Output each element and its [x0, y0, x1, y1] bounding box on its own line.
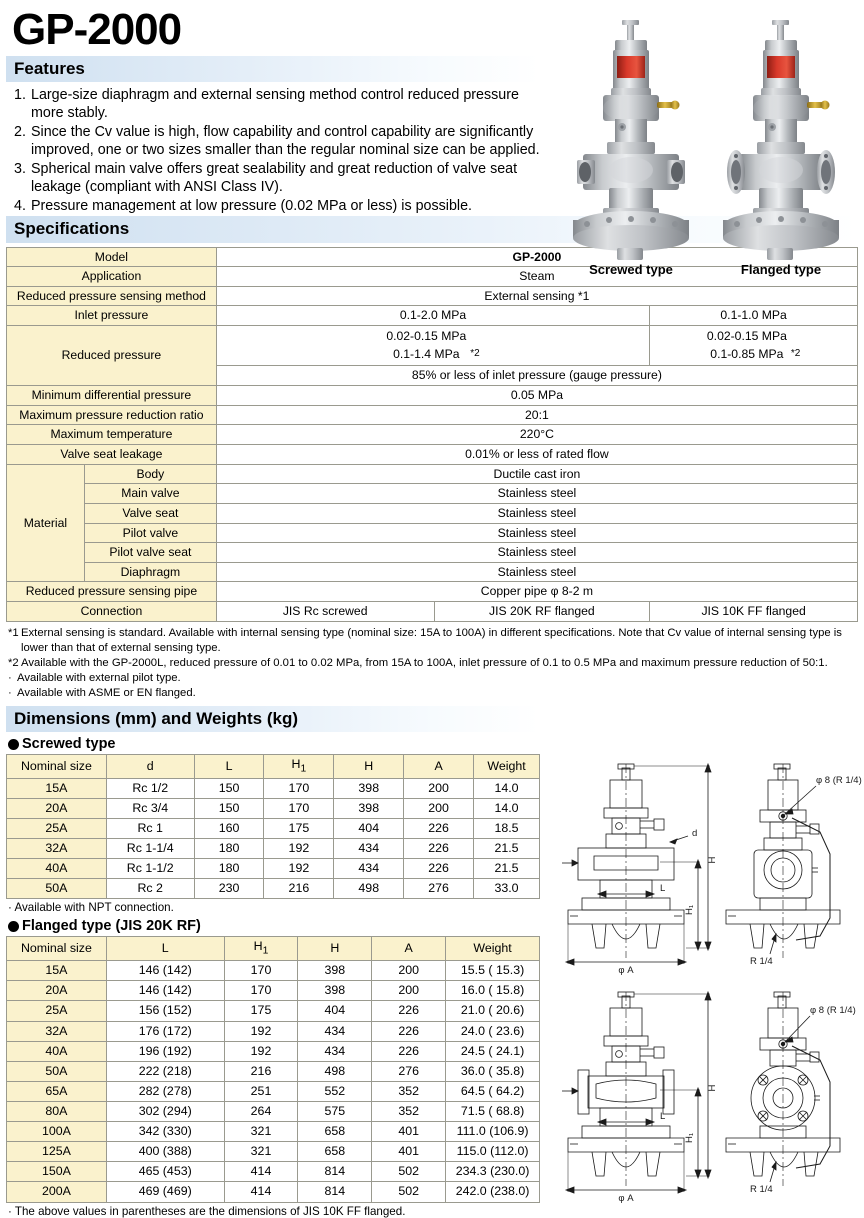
footnote-mark: *1 — [8, 626, 19, 639]
table-cell: 242.0 (238.0) — [446, 1182, 540, 1202]
material-value-body: Ductile cast iron — [216, 464, 857, 484]
table-cell: 216 — [224, 1061, 298, 1081]
table-cell: 200 — [404, 798, 474, 818]
spec-label-material: Material — [7, 464, 85, 582]
table-row — [7, 405, 858, 425]
feature-text: Large-size diaphragm and external sensing method control reduced pressure more stably. — [31, 87, 519, 122]
drawing-label-L: L — [660, 883, 666, 894]
spec-value-max-temperature: 220°C — [216, 425, 857, 445]
table-cell: 575 — [298, 1101, 372, 1121]
table-cell: 434 — [334, 859, 404, 879]
nominal-size-cell: 20A — [7, 798, 107, 818]
list-item — [14, 197, 546, 215]
table-row — [7, 859, 540, 879]
table-cell: Rc 1-1/4 — [106, 839, 194, 859]
dimensions-tables — [6, 736, 540, 1217]
table-cell: Rc 1/2 — [106, 778, 194, 798]
col-a: A — [404, 755, 474, 779]
footnote — [8, 671, 864, 686]
spec-label-inlet-pressure: Inlet pressure — [7, 306, 217, 326]
table-row — [7, 523, 858, 543]
features-list — [6, 86, 546, 215]
table-cell: Rc 1 — [106, 819, 194, 839]
flanged-dimensions-table — [6, 936, 540, 1202]
screwed-photo-caption: Screwed type — [589, 262, 673, 277]
footnote — [8, 686, 864, 701]
spec-label-connection: Connection — [7, 602, 217, 622]
feature-number: 2. — [14, 124, 26, 141]
col-h1: $H_1$ — [264, 755, 334, 779]
table-cell: 71.5 ( 68.8) — [446, 1101, 540, 1121]
table-cell: 234.3 (230.0) — [446, 1162, 540, 1182]
table-cell: 230 — [194, 879, 264, 899]
table-cell: 498 — [334, 879, 404, 899]
screwed-valve-photo — [565, 20, 697, 260]
dimensions-section-header: Dimensions (mm) and Weights (kg) — [6, 706, 540, 732]
spec-label-min-differential: Minimum differential pressure — [7, 386, 217, 406]
spec-label-max-ratio: Maximum pressure reduction ratio — [7, 405, 217, 425]
table-row — [7, 286, 858, 306]
material-sublabel-diaphragm: Diaphragm — [84, 562, 216, 582]
material-value-valve-seat: Stainless steel — [216, 503, 857, 523]
material-value-diaphragm: Stainless steel — [216, 562, 857, 582]
table-header-row — [7, 755, 540, 779]
reduced-right-line2: 0.1-0.85 MPa — [710, 346, 784, 361]
spec-label-sensing-method: Reduced pressure sensing method — [7, 286, 217, 306]
table-row — [7, 1162, 540, 1182]
spec-label-seat-leakage: Valve seat leakage — [7, 445, 217, 465]
drawing-label-phiA: φ A — [618, 965, 634, 976]
col-l: L — [106, 937, 224, 961]
table-cell: 176 (172) — [106, 1021, 224, 1041]
table-cell: 21.0 ( 20.6) — [446, 1001, 540, 1021]
col-weight: Weight — [474, 755, 540, 779]
table-cell: 434 — [298, 1041, 372, 1061]
table-cell: 226 — [372, 1021, 446, 1041]
drawing-label-phi8: φ 8 (R 1/4) — [816, 775, 862, 786]
nominal-size-cell: 15A — [7, 778, 107, 798]
table-cell: 321 — [224, 1122, 298, 1142]
spec-value-seat-leakage: 0.01% or less of rated flow — [216, 445, 857, 465]
flanged-table-note: · The above values in parentheses are the dimensions of JIS 10K FF flanged. — [8, 1204, 406, 1218]
spec-value-sensing-pipe: Copper pipe φ 8-2 m — [216, 582, 857, 602]
material-sublabel-pilot-valve-seat: Pilot valve seat — [84, 543, 216, 563]
table-row — [7, 1021, 540, 1041]
screwed-dimensions-table — [6, 754, 540, 899]
reduced-left-line1: 0.02-0.15 MPa — [386, 329, 467, 344]
spec-value-reduced-right — [650, 326, 858, 366]
table-cell: 658 — [298, 1142, 372, 1162]
table-row — [7, 602, 858, 622]
drawing-label-H1: H₁ — [684, 1132, 695, 1144]
spec-value-application: Steam — [216, 267, 857, 287]
table-cell: 465 (453) — [106, 1162, 224, 1182]
table-cell: 170 — [264, 798, 334, 818]
table-row — [7, 1101, 540, 1121]
table-cell: 175 — [264, 819, 334, 839]
table-cell: 200 — [404, 778, 474, 798]
table-cell: 226 — [404, 859, 474, 879]
spec-value-sensing-method: External sensing *1 — [216, 286, 857, 306]
table-cell: 552 — [298, 1081, 372, 1101]
table-row — [7, 839, 540, 859]
table-cell: 398 — [298, 981, 372, 1001]
table-cell: 264 — [224, 1101, 298, 1121]
footnote-mark: · — [8, 671, 12, 684]
page-title: GP-2000 — [12, 5, 182, 54]
table-cell: 398 — [334, 798, 404, 818]
table-cell: 160 — [194, 819, 264, 839]
feature-text: Since the Cv value is high, flow capability and control capability are significantly improved, one or two sizes smaller than the regular nominal size can be applied. — [31, 124, 540, 159]
table-row — [7, 386, 858, 406]
flanged-type-label: Flanged type (JIS 20K RF) — [22, 918, 201, 935]
table-cell: 192 — [264, 859, 334, 879]
table-cell: 16.0 ( 15.8) — [446, 981, 540, 1001]
table-row — [7, 1061, 540, 1081]
table-cell: 15.5 ( 15.3) — [446, 961, 540, 981]
specifications-section-header: Specifications — [6, 216, 858, 242]
table-cell: Rc 2 — [106, 879, 194, 899]
features-section-header: Features — [6, 56, 540, 82]
footnote-text: External sensing is standard. Available with internal sensing type (nominal size: 15A to 100A) in different specifications. Note that Cv value of internal sensing type is lower than that of external sensing type. — [21, 626, 842, 654]
table-cell: 251 — [224, 1081, 298, 1101]
table-cell: 276 — [404, 879, 474, 899]
table-row — [7, 819, 540, 839]
table-cell: 33.0 — [474, 879, 540, 899]
table-cell: 175 — [224, 1001, 298, 1021]
spec-label-model: Model — [7, 247, 217, 267]
table-row — [7, 464, 858, 484]
table-row — [7, 1182, 540, 1202]
table-row — [7, 543, 858, 563]
table-cell: 404 — [334, 819, 404, 839]
feature-number: 1. — [14, 87, 26, 104]
drawing-label-phi8: φ 8 (R 1/4) — [810, 1005, 856, 1016]
table-cell: 414 — [224, 1182, 298, 1202]
col-weight: Weight — [446, 937, 540, 961]
col-h: H — [298, 937, 372, 961]
spec-label-reduced-pressure: Reduced pressure — [7, 326, 217, 386]
table-cell: 180 — [194, 839, 264, 859]
table-row — [7, 326, 858, 366]
table-row — [7, 484, 858, 504]
nominal-size-cell: 40A — [7, 859, 107, 879]
table-cell: 170 — [264, 778, 334, 798]
drawing-label-H1: H₁ — [684, 904, 695, 916]
table-row — [7, 1142, 540, 1162]
connection-value-screwed: JIS Rc screwed — [216, 602, 434, 622]
specification-footnotes — [6, 622, 864, 701]
table-cell: 276 — [372, 1061, 446, 1081]
connection-value-10k: JIS 10K FF flanged — [650, 602, 858, 622]
table-cell: 196 (192) — [106, 1041, 224, 1061]
table-cell: 398 — [298, 961, 372, 981]
table-cell: 502 — [372, 1182, 446, 1202]
table-cell: 226 — [404, 819, 474, 839]
table-cell: 498 — [298, 1061, 372, 1081]
table-row — [7, 879, 540, 899]
reduced-right-footnote-mark: *2 — [790, 348, 801, 360]
nominal-size-cell: 80A — [7, 1101, 107, 1121]
table-cell: 24.0 ( 23.6) — [446, 1021, 540, 1041]
table-cell: 24.5 ( 24.1) — [446, 1041, 540, 1061]
spec-value-reduced-span: 85% or less of inlet pressure (gauge pressure) — [216, 366, 857, 386]
list-item — [14, 160, 546, 196]
table-cell: 170 — [224, 981, 298, 1001]
spec-label-application: Application — [7, 267, 217, 287]
drawing-label-R14: R 1/4 — [750, 956, 773, 967]
drawing-label-H: H — [707, 1084, 718, 1092]
specifications-table — [6, 247, 858, 622]
nominal-size-cell: 50A — [7, 1061, 107, 1081]
reduced-right-line1: 0.02-0.15 MPa — [706, 329, 787, 344]
table-cell: 434 — [298, 1021, 372, 1041]
table-row — [7, 1081, 540, 1101]
table-cell: 200 — [372, 981, 446, 1001]
footnote — [8, 656, 864, 671]
table-cell: 502 — [372, 1162, 446, 1182]
drawing-label-H: H — [707, 856, 718, 864]
flanged-photo-caption: Flanged type — [740, 262, 822, 277]
col-h: H — [334, 755, 404, 779]
drawing-label-L: L — [660, 1111, 666, 1122]
reduced-left-line2: 0.1-1.4 MPa — [393, 346, 460, 361]
list-item — [14, 123, 546, 159]
flanged-table-body — [7, 961, 540, 1202]
table-row — [7, 798, 540, 818]
table-cell: 192 — [264, 839, 334, 859]
table-cell: 302 (294) — [106, 1101, 224, 1121]
spec-label-sensing-pipe: Reduced pressure sensing pipe — [7, 582, 217, 602]
table-cell: 14.0 — [474, 778, 540, 798]
drawing-label-phiA: φ A — [618, 1193, 634, 1204]
nominal-size-cell: 65A — [7, 1081, 107, 1101]
col-nominal-size: Nominal size — [7, 937, 107, 961]
col-h1: $H_1$ — [224, 937, 298, 961]
product-photos — [556, 18, 856, 286]
flanged-type-drawing — [548, 986, 862, 1208]
nominal-size-cell: 25A — [7, 1001, 107, 1021]
screwed-table-body — [7, 778, 540, 899]
nominal-size-cell: 200A — [7, 1182, 107, 1202]
table-cell: 226 — [404, 839, 474, 859]
table-cell: 150 — [194, 798, 264, 818]
drawing-label-R14: R 1/4 — [750, 1184, 773, 1195]
table-row — [7, 582, 858, 602]
table-row — [7, 1041, 540, 1061]
feature-number: 4. — [14, 198, 26, 215]
spec-value-model: GP-2000 — [216, 247, 857, 267]
footnote-text: Available with external pilot type. — [17, 671, 181, 684]
col-a: A — [372, 937, 446, 961]
drawing-label-d: d — [692, 828, 698, 839]
spec-value-inlet-left: 0.1-2.0 MPa — [216, 306, 649, 326]
bullet-icon — [8, 739, 19, 750]
nominal-size-cell: 25A — [7, 819, 107, 839]
table-cell: 282 (278) — [106, 1081, 224, 1101]
table-cell: 14.0 — [474, 798, 540, 818]
table-row — [7, 503, 858, 523]
spec-value-inlet-right: 0.1-1.0 MPa — [650, 306, 858, 326]
table-cell: 146 (142) — [106, 981, 224, 1001]
table-cell: Rc 1-1/2 — [106, 859, 194, 879]
table-cell: 192 — [224, 1041, 298, 1061]
feature-number: 3. — [14, 161, 26, 178]
footnote-text: Available with the GP-2000L, reduced pressure of 0.01 to 0.02 MPa, from 15A to 100A, inlet pressure of 0.1 to 0.5 MPa and maximum pressure reduction of 50:1. — [21, 656, 828, 669]
flanged-type-subheading — [8, 918, 540, 934]
table-row — [7, 961, 540, 981]
table-cell: 170 — [224, 961, 298, 981]
table-cell: 111.0 (106.9) — [446, 1122, 540, 1142]
table-header-row — [7, 937, 540, 961]
col-d: d — [106, 755, 194, 779]
screwed-type-subheading — [8, 736, 540, 752]
table-cell: 226 — [372, 1001, 446, 1021]
material-value-main-valve: Stainless steel — [216, 484, 857, 504]
spec-value-min-differential: 0.05 MPa — [216, 386, 857, 406]
table-cell: 352 — [372, 1101, 446, 1121]
material-value-pilot-valve: Stainless steel — [216, 523, 857, 543]
table-cell: 814 — [298, 1182, 372, 1202]
bullet-icon — [8, 921, 19, 932]
table-cell: Rc 3/4 — [106, 798, 194, 818]
table-cell: 434 — [334, 839, 404, 859]
table-cell: 222 (218) — [106, 1061, 224, 1081]
table-cell: 404 — [298, 1001, 372, 1021]
table-cell: 21.5 — [474, 839, 540, 859]
material-sublabel-main-valve: Main valve — [84, 484, 216, 504]
table-cell: 36.0 ( 35.8) — [446, 1061, 540, 1081]
table-row — [7, 445, 858, 465]
table-row — [7, 425, 858, 445]
screwed-table-note: · Available with NPT connection. — [8, 901, 174, 915]
col-nominal-size: Nominal size — [7, 755, 107, 779]
table-cell: 658 — [298, 1122, 372, 1142]
col-l: L — [194, 755, 264, 779]
nominal-size-cell: 150A — [7, 1162, 107, 1182]
table-cell: 401 — [372, 1142, 446, 1162]
material-sublabel-valve-seat: Valve seat — [84, 503, 216, 523]
table-cell: 21.5 — [474, 859, 540, 879]
flanged-valve-photo — [715, 20, 847, 260]
table-cell: 18.5 — [474, 819, 540, 839]
footnote — [8, 626, 864, 656]
table-cell: 342 (330) — [106, 1122, 224, 1142]
nominal-size-cell: 125A — [7, 1142, 107, 1162]
table-row — [7, 306, 858, 326]
nominal-size-cell: 50A — [7, 879, 107, 899]
material-value-pilot-valve-seat: Stainless steel — [216, 543, 857, 563]
technical-drawings — [548, 758, 862, 1208]
screwed-type-label: Screwed type — [22, 736, 116, 753]
table-cell: 192 — [224, 1021, 298, 1041]
table-cell: 226 — [372, 1041, 446, 1061]
feature-text: Spherical main valve offers great sealability and great reduction of valve seat leakage (compliant with ANSI Class IV). — [31, 161, 518, 196]
table-cell: 401 — [372, 1122, 446, 1142]
table-cell: 814 — [298, 1162, 372, 1182]
nominal-size-cell: 32A — [7, 1021, 107, 1041]
table-row — [7, 778, 540, 798]
spec-value-max-ratio: 20:1 — [216, 405, 857, 425]
footnote-mark: · — [8, 686, 12, 699]
connection-value-20k: JIS 20K RF flanged — [434, 602, 650, 622]
footnote-mark: *2 — [8, 656, 19, 669]
spec-label-max-temperature: Maximum temperature — [7, 425, 217, 445]
nominal-size-cell: 15A — [7, 961, 107, 981]
table-cell: 414 — [224, 1162, 298, 1182]
spec-value-reduced-left — [216, 326, 649, 366]
feature-text: Pressure management at low pressure (0.02 MPa or less) is possible. — [31, 198, 473, 215]
table-cell: 321 — [224, 1142, 298, 1162]
table-cell: 216 — [264, 879, 334, 899]
table-row — [7, 562, 858, 582]
material-sublabel-body: Body — [84, 464, 216, 484]
list-item — [14, 86, 546, 122]
table-cell: 150 — [194, 778, 264, 798]
table-cell: 115.0 (112.0) — [446, 1142, 540, 1162]
nominal-size-cell: 32A — [7, 839, 107, 859]
table-cell: 352 — [372, 1081, 446, 1101]
table-cell: 146 (142) — [106, 961, 224, 981]
nominal-size-cell: 100A — [7, 1122, 107, 1142]
reduced-left-footnote-mark: *2 — [470, 348, 480, 360]
table-cell: 200 — [372, 961, 446, 981]
material-sublabel-pilot-valve: Pilot valve — [84, 523, 216, 543]
table-cell: 64.5 ( 64.2) — [446, 1081, 540, 1101]
table-row — [7, 981, 540, 1001]
table-cell: 180 — [194, 859, 264, 879]
table-cell: 469 (469) — [106, 1182, 224, 1202]
table-row — [7, 1122, 540, 1142]
screwed-type-drawing — [548, 758, 862, 980]
nominal-size-cell: 20A — [7, 981, 107, 1001]
table-cell: 156 (152) — [106, 1001, 224, 1021]
footnote-text: Available with ASME or EN flanged. — [17, 686, 196, 699]
nominal-size-cell: 40A — [7, 1041, 107, 1061]
table-row — [7, 1001, 540, 1021]
table-cell: 398 — [334, 778, 404, 798]
table-cell: 400 (388) — [106, 1142, 224, 1162]
